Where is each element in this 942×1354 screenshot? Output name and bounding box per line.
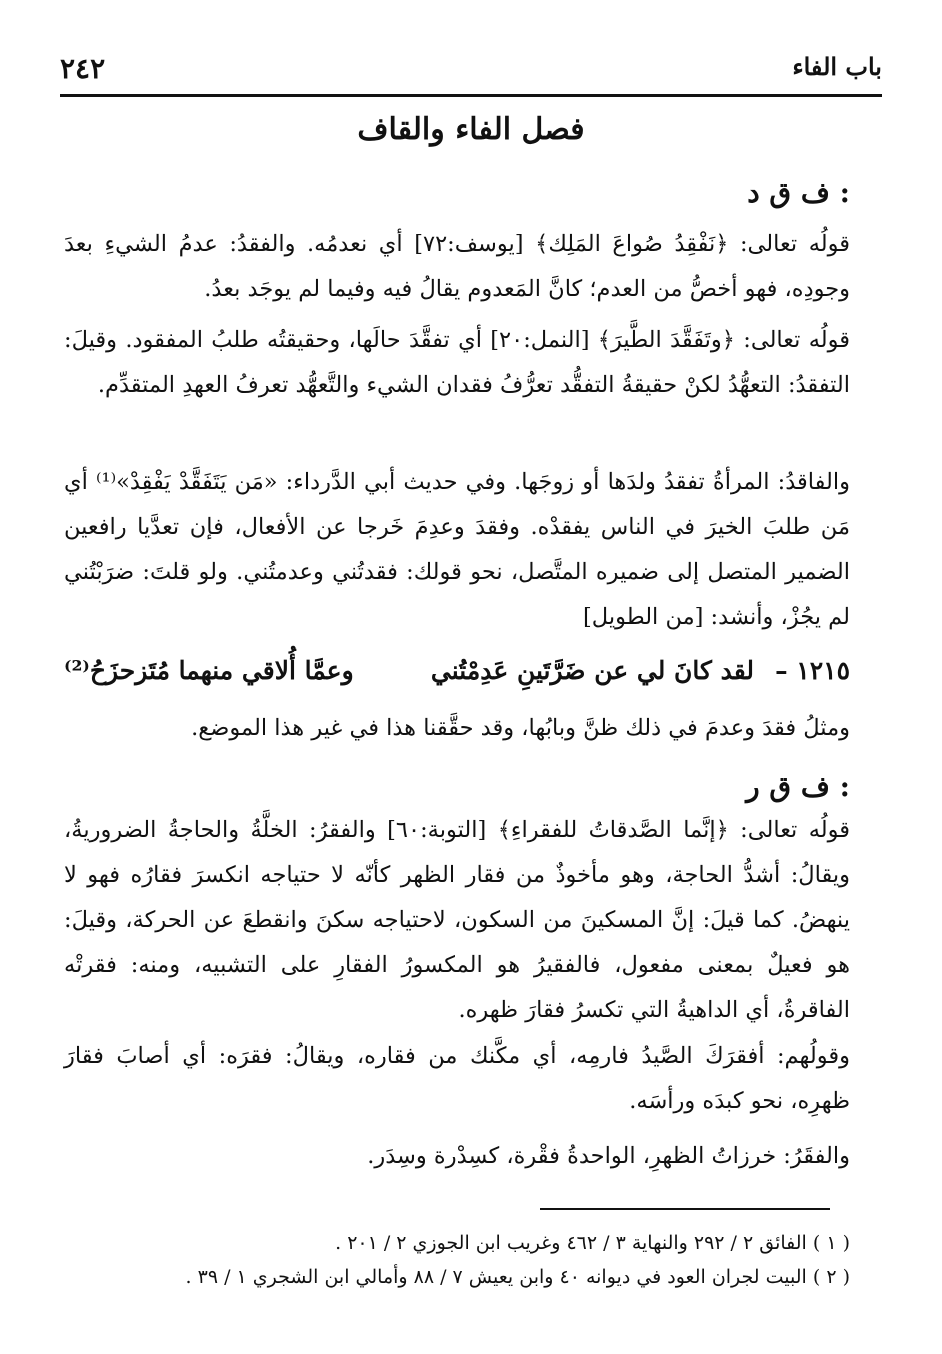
- paragraph: قولُه تعالى: ﴿نَفْقِدُ صُواعَ المَلِك﴾ [يوسف:٧٢] أي نعدمُه. والفقدُ: عدمُ الشيءِ بعدَ وجودِه، فهو أخصُّ من العدم؛ كانَّ المَعدوم يقالُ فيه وفيما لم يوجَد بعدُ.: [64, 231, 851, 302]
- verse-number: ١٢١٥ –: [775, 656, 850, 685]
- page-header: [60, 44, 882, 97]
- paragraph: ومثلُ فقدَ وعدمَ في ذلك ظنَّ وبابُها، وقد حقَّقنا هذا في غير هذا الموضع.: [191, 715, 850, 741]
- section-title: فصل الفاء والقاف: [357, 112, 585, 147]
- entry-head-fqr: ف ق ر :: [746, 770, 850, 803]
- verse-first-hemistich: لقد كانَ لي عن ضَرَّتَينِ عَدِمْتُني: [430, 656, 754, 685]
- page-number: ٢٤٢: [60, 52, 106, 85]
- footnote: ( ١ ) الفائق ٢ / ٢٩٢ والنهاية ٣ / ٤٦٢ وغريب ابن الجوزي ٢ / ٢٠١ .: [335, 1232, 850, 1254]
- chapter-title: باب الفاء: [792, 52, 882, 81]
- paragraph: والفاقدُ: المرأةُ تفقدُ ولدَها أو زوجَها. وفي حديث أبي الدَّرداء: «مَن يَتَفَقَّدْ يَفْقِدْ»⁽¹⁾ أي مَن طلبَ الخيرَ في الناس يفقدْه. وفقدَ وعدِمَ خَرجا عن الأفعال، فإن تعدَّيا رافعين الضمير المتصل إلى ضميره المتَّصل، نحو قولك: فقدتُني وعدمتُني. ولو قلتَ: ضرَبْتُني لم يجُزْ، وأنشد: [من الطويل]: [64, 469, 850, 630]
- paragraph: وقولُهم: أفقرَكَ الصَّيدُ فارمِه، أي مكَّنك من فقاره، ويقالُ: فقرَه: أي أصابَ فقارَ ظهرِه، نحو كبدَه ورأسَه.: [64, 1043, 850, 1114]
- footnote: ( ٢ ) البيت لجران العود في ديوانه ٤٠ وابن يعيش ٧ / ٨٨ وأمالي ابن الشجري ١ / ٣٩ .: [185, 1266, 850, 1288]
- footnote-separator: [540, 1208, 830, 1210]
- poetry-verse: [64, 652, 850, 702]
- paragraph: قولُه تعالى: ﴿إنَّما الصَّدقاتُ للفقراءِ﴾ [التوبة:٦٠] والفقرُ: الخلَّةُ والحاجةُ الضروريةُ، ويقالُ: أشدُّ الحاجة، وهو مأخوذٌ من فقار الظهر كأنّه لا حتياجه انكسرَ فقارُه فهو لا ينهضُ. كما قيلَ: إنَّ المسكينَ من السكون، لاحتياجه سكنَ وانقطعَ عن الحركة، وقيلَ: هو فعيلٌ بمعنى مفعول، فالفقيرُ هو المكسورُ الفقارِ على التشبيه، ومنه: فقرتْه الفاقرةُ، أي الداهيةُ التي تكسرُ فقارَ ظهره.: [64, 817, 851, 1023]
- entry-head-fqd: ف ق د :: [747, 176, 850, 209]
- paragraph: والفقَرُ: خرزاتُ الظهرِ، الواحدةُ فقْرة، كسِدْرة وسِدَر.: [367, 1143, 850, 1169]
- verse-second-hemistich: وعمَّا أُلاقي منهما مُتَزحزَحُ⁽²⁾: [64, 656, 354, 685]
- paragraph: قولُه تعالى: ﴿وتَفَقَّدَ الطَّيرَ﴾ [النمل:٢٠] أي تفقَّدَ حالَها، وحقيقتُه طلبُ المفقود. وقيلَ: التفقدُ: التعهُّدُ لكنْ حقيقةُ التفقُّد تعرُّفُ فقدان الشيء والتَّعهُّد تعرفُ العهدِ المتقدِّم.: [64, 327, 851, 398]
